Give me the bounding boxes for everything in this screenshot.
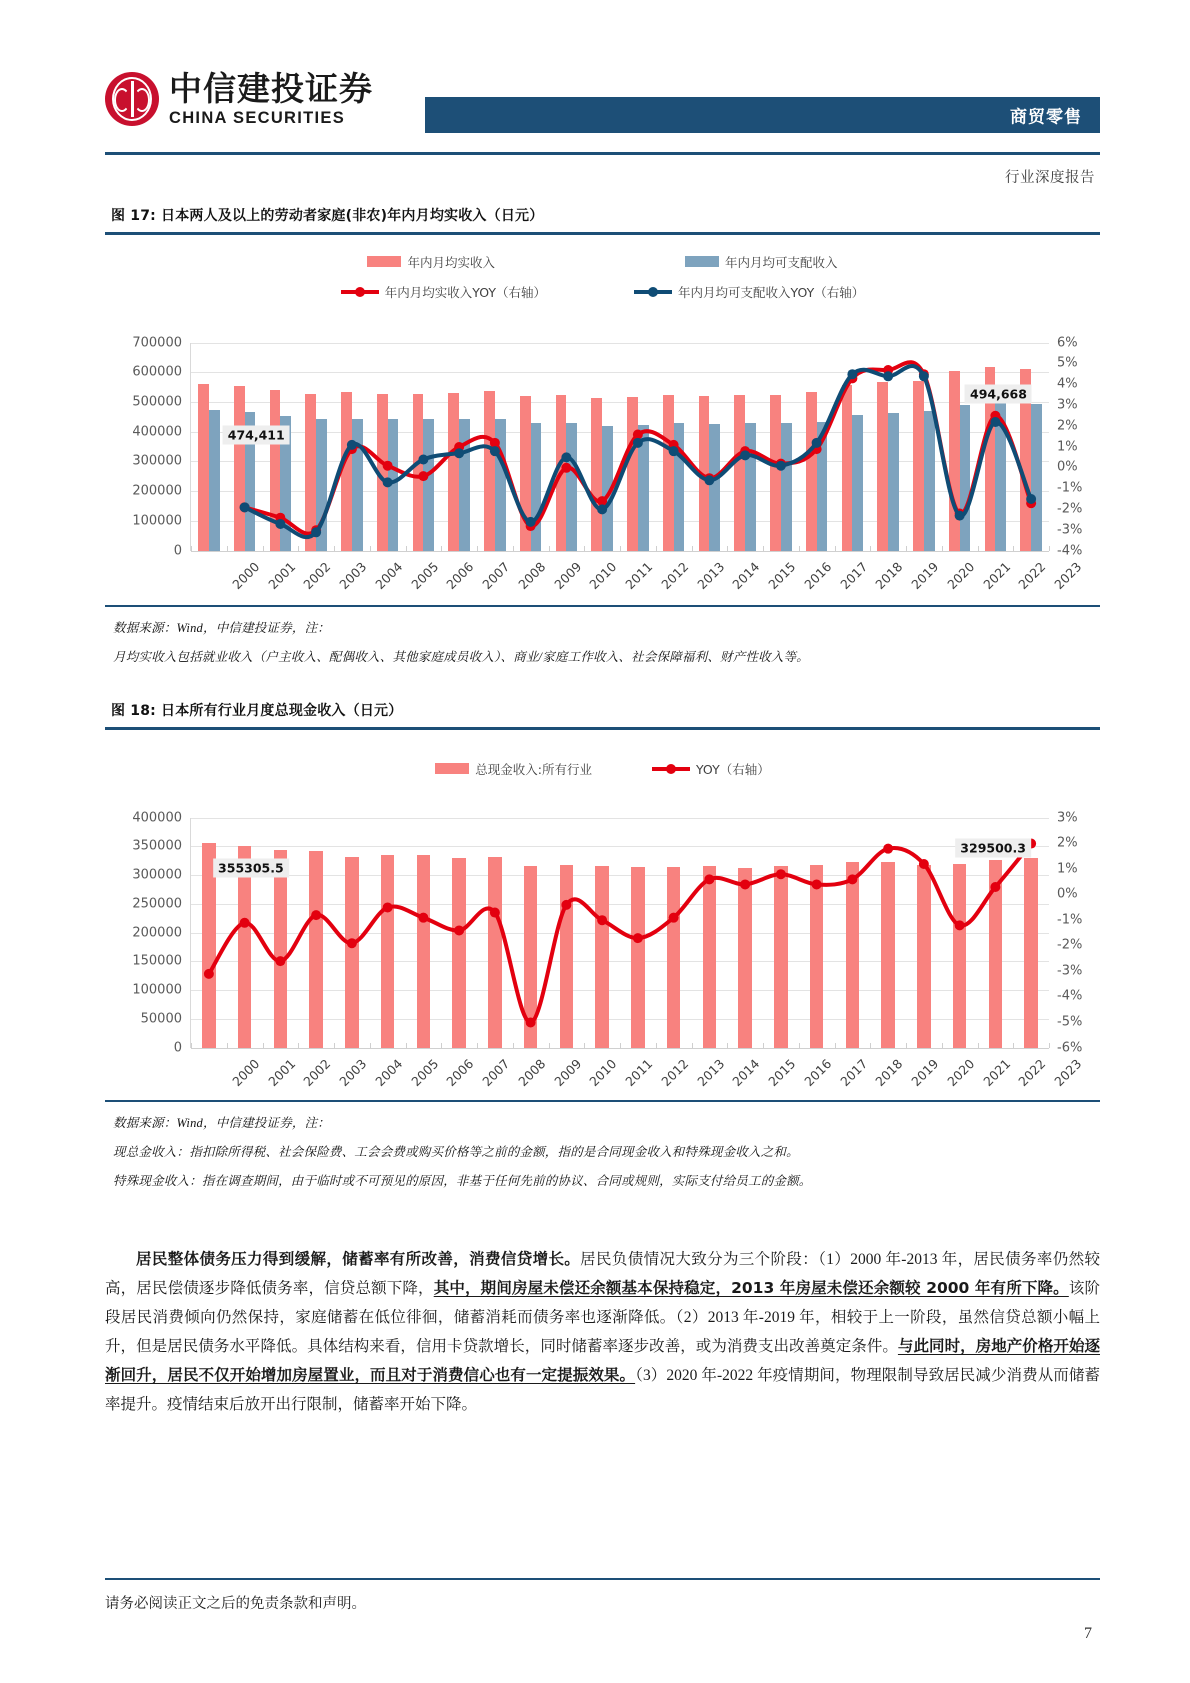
x-tick-label: 2018 (872, 558, 906, 592)
y2-tick-label: -2% (1057, 501, 1083, 517)
x-tick-label: 2003 (336, 1055, 370, 1089)
company-logo (105, 69, 373, 127)
x-tick-label: 2006 (443, 1055, 477, 1089)
legend-label: YOY（右轴） (695, 761, 770, 777)
x-tick-label: 2016 (801, 558, 835, 592)
figure-18-note-2: 特殊现金收入：指在调查期间，由于临时或不可预见的原因，非基于任何先前的协议、合同或规则，实际支付给员工的金额。 (113, 1174, 812, 1188)
y-axis-left-labels (105, 810, 182, 1055)
x-axis-line (191, 551, 1049, 552)
legend-label: 年内月均可支配收入YOY（右轴） (678, 284, 865, 300)
y-tick-label: 0 (173, 1040, 182, 1055)
x-tick-label: 2015 (765, 1055, 799, 1089)
x-tick-label: 2006 (443, 558, 477, 592)
x-tick-label: 2001 (264, 558, 299, 592)
x-tick-label: 2007 (479, 558, 513, 592)
figure-17-title: 图 17: 日本两人及以上的劳动者家庭(非农)年内月均实收入（日元） (111, 208, 544, 224)
x-tick-label: 2000 (229, 1055, 263, 1089)
x-tick-label: 2007 (479, 1055, 513, 1089)
data-callout: 494,668 (965, 384, 1032, 403)
y-tick-label: 50000 (140, 1011, 182, 1027)
x-tick-label: 2023 (1051, 558, 1085, 592)
chart-lines (191, 343, 1049, 551)
body-lead-bold: 居民整体债务压力得到缓解，储蓄率有所改善，消费信贷增长。 (136, 1250, 581, 1268)
legend-label: 年内月均可支配收入 (725, 254, 838, 270)
y2-tick-label: 3% (1057, 810, 1078, 825)
data-callout: 329500.3 (955, 839, 1031, 858)
y-tick-label: 100000 (132, 982, 182, 998)
y-tick-label: 700000 (132, 335, 182, 350)
body-underline-1: 其中，期间房屋未偿还余额基本保持稳定，2013 年房屋未偿还余额较 2000 年有所下降。 (433, 1279, 1069, 1297)
figure-18-chart-area (105, 730, 1100, 1100)
y-tick-label: 200000 (132, 925, 182, 940)
x-tick (1049, 546, 1050, 551)
y-tick-label: 350000 (132, 838, 182, 854)
x-tick-label: 2002 (300, 1055, 334, 1089)
body-underline-2: 与此同时，房地产价格开始逐渐回升，居民不仅开始增加房屋置业，而且对于消费信心也有一定提振效果。 (105, 1337, 1100, 1384)
x-tick-label: 2000 (229, 558, 263, 592)
x-tick-label: 2019 (908, 1055, 942, 1089)
body-paragraph (105, 1245, 1100, 1419)
x-tick-label: 2004 (372, 1055, 406, 1089)
y-tick-label: 400000 (132, 810, 182, 825)
citic-logo-icon (105, 72, 159, 126)
x-tick-label: 2001 (264, 1055, 299, 1089)
x-tick-label: 2015 (765, 558, 799, 592)
footer-disclaimer: 请务必阅读正文之后的免责条款和声明。 (105, 1596, 366, 1612)
y-tick-label: 200000 (132, 483, 182, 499)
plot-canvas (190, 343, 1049, 551)
figure-17-chart-area (105, 235, 1100, 605)
y2-tick-label: 0% (1057, 459, 1078, 475)
y-tick-label: 100000 (132, 513, 182, 529)
x-tick-label: 2018 (872, 1055, 906, 1089)
x-tick-label: 2022 (1015, 1055, 1049, 1089)
legend-label: 年内月均实收入YOY（右轴） (384, 284, 546, 300)
x-tick-label: 2008 (515, 1055, 549, 1089)
x-tick-label: 2008 (515, 558, 549, 592)
y2-tick-label: -6% (1057, 1040, 1083, 1055)
chart-plot-area (105, 730, 1100, 1118)
y2-tick-label: -1% (1057, 480, 1083, 496)
x-tick-label: 2005 (407, 558, 442, 592)
y2-tick-label: 2% (1057, 418, 1078, 434)
legend-label: 总现金收入:所有行业 (475, 761, 592, 777)
plot-canvas (190, 818, 1049, 1048)
figure-17 (105, 205, 1100, 665)
x-tick-label: 2020 (944, 1055, 978, 1089)
x-tick-label: 2016 (801, 1055, 835, 1089)
page-header (0, 0, 1190, 186)
x-tick-label: 2021 (979, 1055, 1014, 1089)
figure-17-note: 月均实收入包括就业收入（户主收入、配偶收入、其他家庭成员收入）、商业/家庭工作收入、社会保障福利、财产性收入等。 (113, 650, 809, 664)
figure-18-title: 图 18: 日本所有行业月度总现金收入（日元） (111, 703, 403, 719)
header-banner (425, 97, 1100, 133)
x-tick-label: 2011 (622, 558, 656, 592)
y2-tick-label: 5% (1057, 355, 1078, 371)
x-tick-label: 2013 (693, 558, 728, 592)
x-tick-label: 2014 (729, 1055, 763, 1089)
x-tick-label: 2010 (586, 1055, 620, 1089)
y-tick-label: 500000 (132, 394, 182, 410)
x-axis-labels (190, 557, 1085, 612)
x-tick-label: 2009 (550, 1055, 585, 1089)
x-axis-labels (190, 1054, 1085, 1109)
data-callout: 355305.5 (213, 859, 289, 878)
y2-tick-label: 0% (1057, 886, 1078, 902)
x-tick-label: 2022 (1015, 558, 1049, 592)
y2-tick-label: 6% (1057, 335, 1078, 350)
x-tick-label: 2021 (979, 558, 1014, 592)
x-tick-label: 2002 (300, 558, 334, 592)
y-tick-label: 250000 (132, 896, 182, 912)
y2-tick-label: -4% (1057, 988, 1083, 1004)
data-callout: 474,411 (223, 425, 290, 444)
sector-tag: 商贸零售 (1010, 107, 1082, 128)
body-text-1: 居民负债情况大致分为三个阶段：（1）2000 年-2013 年，居民债务率仍然较高，居民偿债逐步降低债务率，信贷总额下降， (105, 1251, 1100, 1297)
figure-17-source: 数据来源：Wind，中信建投证券，注： (113, 621, 330, 635)
x-tick-label: 2019 (908, 558, 942, 592)
x-tick-label: 2011 (622, 1055, 656, 1089)
y-axis-right-labels (1057, 810, 1100, 1055)
x-tick-label: 2004 (372, 558, 406, 592)
y2-tick-label: -1% (1057, 912, 1083, 928)
chart-plot-area (105, 235, 1100, 621)
x-tick-label: 2023 (1051, 1055, 1085, 1089)
x-tick-label: 2014 (729, 558, 763, 592)
x-tick (1049, 1043, 1050, 1048)
x-tick-label: 2020 (944, 558, 978, 592)
y-tick-label: 150000 (132, 953, 182, 969)
y2-tick-label: 3% (1057, 397, 1078, 413)
y-axis-right-labels (1057, 335, 1100, 558)
y2-tick-label: -3% (1057, 963, 1083, 979)
footer-divider (105, 1578, 1100, 1580)
y2-tick-label: 1% (1057, 861, 1078, 877)
figure-18-note-1: 现总金收入：指扣除所得税、社会保险费、工会会费或购买价格等之前的金额，指的是合同现金收入和特殊现金收入之和。 (113, 1145, 799, 1159)
y2-tick-label: -4% (1057, 543, 1083, 558)
y-axis-left-labels (105, 335, 182, 558)
x-tick-label: 2012 (658, 1055, 692, 1089)
x-tick-label: 2012 (658, 558, 692, 592)
logo-text-en: CHINA SECURITIES (169, 109, 346, 127)
y2-tick-label: 4% (1057, 376, 1078, 392)
y-tick-label: 600000 (132, 364, 182, 380)
x-tick-label: 2003 (336, 558, 370, 592)
x-tick-label: 2017 (836, 558, 871, 592)
x-tick-label: 2017 (836, 1055, 871, 1089)
header-divider (105, 152, 1100, 155)
x-tick-label: 2005 (407, 1055, 442, 1089)
chart-lines (191, 818, 1049, 1048)
x-tick-label: 2010 (586, 558, 620, 592)
legend-label: 年内月均实收入 (407, 254, 495, 270)
page-number: 7 (1084, 1625, 1092, 1642)
x-axis-line (191, 1048, 1049, 1049)
x-tick-label: 2009 (550, 558, 585, 592)
report-type-label: 行业深度报告 (1005, 170, 1095, 186)
y2-tick-label: -5% (1057, 1014, 1083, 1030)
y-tick-label: 400000 (132, 424, 182, 440)
y2-tick-label: -3% (1057, 522, 1083, 538)
figure-18-source: 数据来源：Wind，中信建投证券，注： (113, 1116, 330, 1130)
y2-tick-label: -2% (1057, 937, 1083, 953)
y-tick-label: 300000 (132, 453, 182, 469)
logo-text-cn: 中信建投证券 (169, 69, 373, 108)
y-tick-label: 300000 (132, 867, 182, 883)
figure-18 (105, 700, 1100, 1189)
y2-tick-label: 1% (1057, 439, 1078, 454)
y2-tick-label: 2% (1057, 835, 1078, 851)
body-text-2: 该阶段居民消费倾向仍然保持，家庭储蓄在低位徘徊，储蓄消耗而债务率也逐渐降低。（2）2013 年-2019 年，相较于上一阶段，虽然信贷总额小幅上升，但是居民债务水平降低。具体结构来看，信用卡贷款增长，同时储蓄率逐步改善，或为消费支出改善奠定条件。 (105, 1280, 1100, 1355)
x-tick-label: 2013 (693, 1055, 728, 1089)
y-tick-label: 0 (173, 543, 182, 558)
body-text-3: （3）2020 年-2022 年疫情期间，物理限制导致居民减少消费从而储蓄率提升。疫情结束后放开出行限制，储蓄率开始下降。 (105, 1367, 1100, 1413)
